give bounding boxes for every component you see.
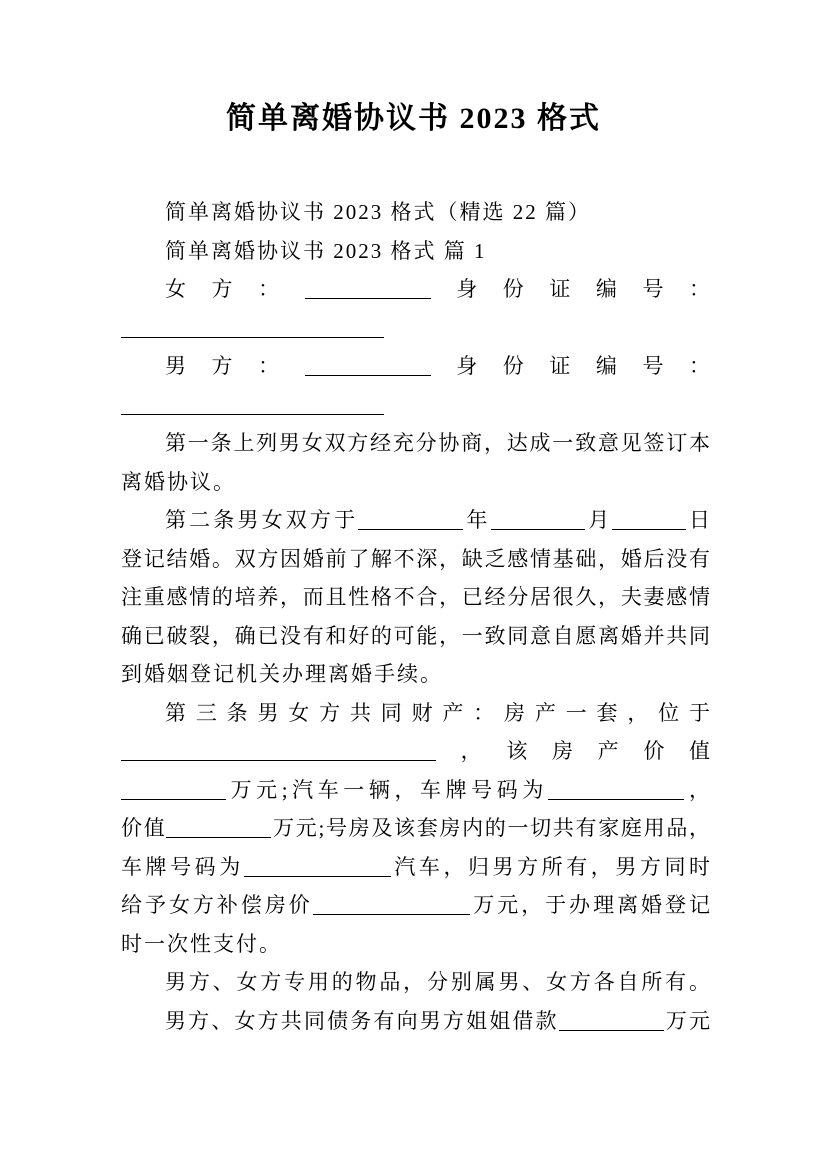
blank-underline	[559, 1009, 664, 1031]
document-line: 第二条男女双方于 年 月 日	[165, 508, 711, 532]
blank-underline	[121, 739, 436, 761]
document-line: 男方： 身份证编号：	[165, 354, 711, 378]
document-line: 简单离婚协议书 2023 格式（精选 22 篇）	[165, 200, 591, 224]
document-line: 离婚协议。	[121, 469, 236, 494]
document-line: 确已破裂，确已没有和好的可能，一致同意自愿离婚并共同	[121, 623, 710, 648]
document-line: 给予女方补偿房价 万元，于办理离婚登记	[121, 893, 711, 917]
document-line: ，该房产价值	[121, 732, 710, 771]
blank-underline	[121, 393, 384, 415]
document-line	[121, 386, 710, 425]
document-line: 价值 万元;号房及该套房内的一切共有家庭用品，	[121, 816, 711, 840]
blank-underline	[166, 816, 271, 838]
document-line: 男方、女方专用的物品，分别属男、女方各自所有。	[165, 970, 710, 994]
document-line: 第三条男女方共同财产：房产一套，位于	[165, 700, 710, 725]
document-line: 男方、女方共同债务有向男方姐姐借款 万元	[165, 1008, 711, 1033]
blank-underline	[121, 778, 226, 800]
document-line: 注重感情的培养，而且性格不合，已经分居很久，夫妻感情	[121, 585, 710, 609]
document-body	[121, 193, 710, 1040]
blank-underline	[358, 508, 463, 530]
document-line: 登记结婚。双方因婚前了解不深，缺乏感情基础，婚后没有	[121, 546, 710, 571]
blank-underline	[612, 508, 686, 530]
document-line: 女方： 身份证编号：	[165, 277, 711, 301]
blank-underline	[491, 508, 586, 530]
blank-underline	[244, 855, 391, 877]
blank-underline	[548, 778, 685, 800]
blank-underline	[121, 316, 384, 338]
document-line: 第一条上列男女双方经充分协商，达成一致意见签订本	[165, 431, 710, 455]
document-title: 简单离婚协议书 2023 格式	[226, 102, 601, 135]
document-line: 时一次性支付。	[121, 931, 282, 956]
document-line	[121, 309, 710, 348]
document-line: 到婚姻登记机关办理离婚手续。	[121, 662, 443, 686]
document-line: 车牌号码为 汽车，归男方所有，男方同时	[121, 854, 711, 879]
document-line: 简单离婚协议书 2023 格式 篇 1	[165, 238, 487, 263]
blank-underline	[305, 277, 431, 299]
document-line: 万元;汽车一辆，车牌号码为 ，	[121, 771, 710, 810]
blank-underline	[313, 893, 471, 915]
blank-underline	[305, 354, 431, 376]
